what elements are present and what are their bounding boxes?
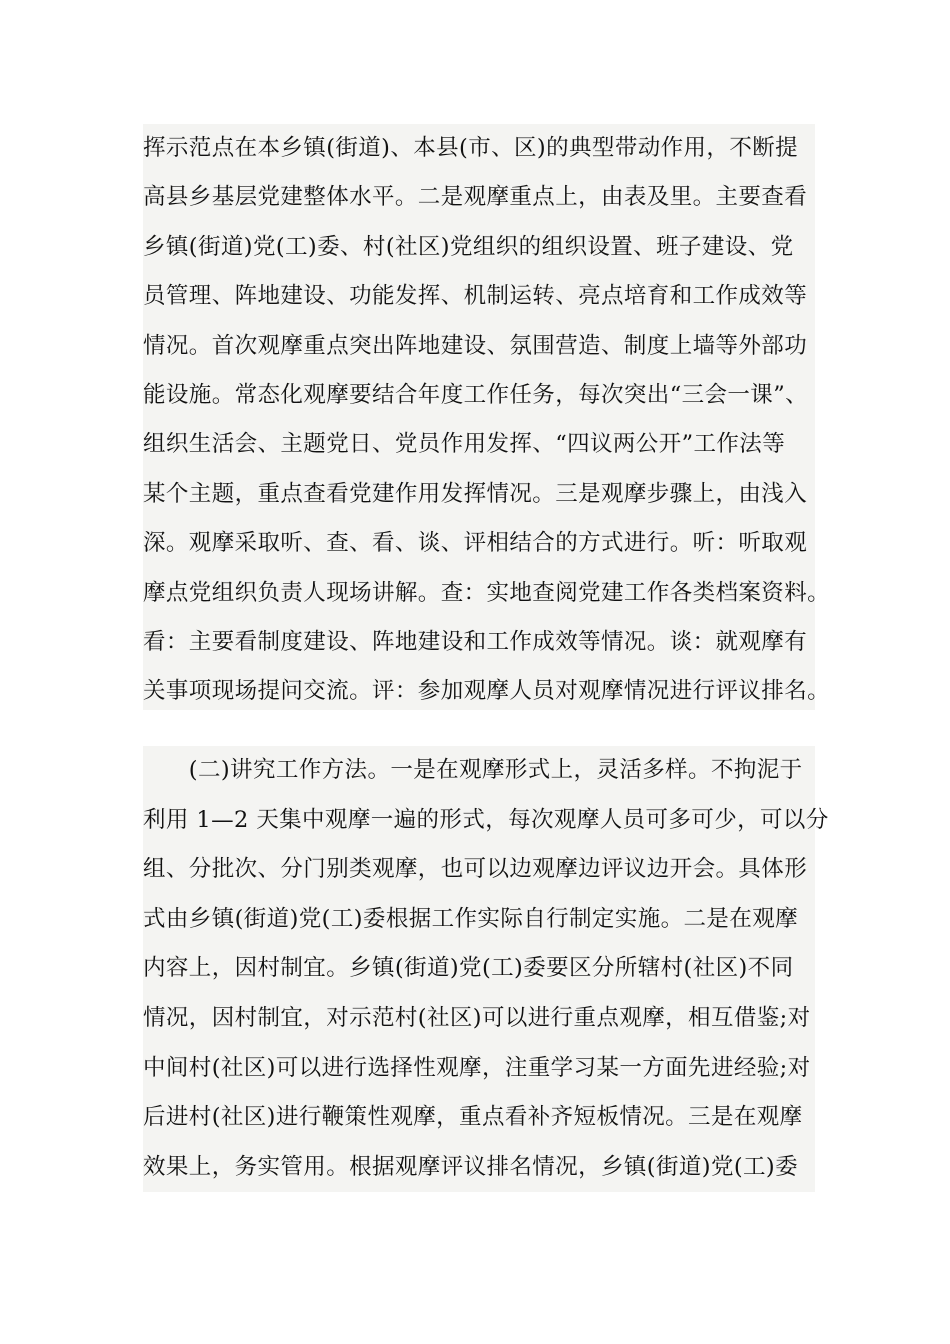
text-line: 挥示范点在本乡镇(街道)、本县(市、区)的典型带动作用，不断提 (143, 135, 799, 161)
text-line: 看：主要看制度建设、阵地建设和工作成效等情况。谈：就观摩有 (143, 628, 808, 655)
text-line: 式由乡镇(街道)党(工)委根据工作实际自行制定实施。二是在观摩 (143, 905, 799, 932)
text-line: 效果上，务实管用。根据观摩评议排名情况，乡镇(街道)党(工)委 (143, 1153, 799, 1180)
text-line: 利用 1—2 天集中观摩一遍的形式，每次观摩人员可多可少，可以分 (143, 806, 829, 833)
paragraph-work-methods (143, 746, 829, 1192)
text-line: 能设施。常态化观摩要结合年度工作任务，每次突出“三会一课”、 (143, 381, 809, 408)
text-line: 高县乡基层党建整体水平。二是观摩重点上，由表及里。主要查看 (143, 184, 808, 211)
text-line: (二)讲究工作方法。一是在观摩形式上，灵活多样。不拘泥于 (143, 757, 803, 783)
text-line: 乡镇(街道)党(工)委、村(社区)党组织的组织设置、班子建设、党 (143, 233, 794, 260)
text-line: 员管理、阵地建设、功能发挥、机制运转、亮点培育和工作成效等 (143, 283, 808, 310)
text-line: 后进村(社区)进行鞭策性观摩，重点看补齐短板情况。三是在观摩 (143, 1104, 803, 1131)
text-line: 中间村(社区)可以进行选择性观摩，注重学习某一方面先进经验;对 (143, 1054, 811, 1081)
text-line: 情况，因村制宜，对示范村(社区)可以进行重点观摩，相互借鉴;对 (143, 1004, 811, 1031)
text-line: 深。观摩采取听、查、看、谈、评相结合的方式进行。听：听取观 (143, 530, 808, 557)
text-line: 情况。首次观摩重点突出阵地建设、氛围营造、制度上墙等外部功 (143, 332, 808, 359)
text-line: 关事项现场提问交流。评：参加观摩人员对观摩情况进行评议排名。 (143, 678, 831, 705)
text-line: 组、分批次、分门别类观摩，也可以边观摩边评议边开会。具体形 (143, 856, 808, 883)
text-line: 内容上，因村制宜。乡镇(街道)党(工)委要区分所辖村(社区)不同 (143, 955, 794, 982)
paragraph-observation-steps (143, 124, 831, 710)
text-line: 某个主题，重点查看党建作用发挥情况。三是观摩步骤上，由浅入 (143, 480, 808, 507)
text-line: 摩点党组织负责人现场讲解。查：实地查阅党建工作各类档案资料。 (143, 579, 831, 606)
text-line: 组织生活会、主题党日、党员作用发挥、“四议两公开”工作法等 (143, 431, 786, 458)
